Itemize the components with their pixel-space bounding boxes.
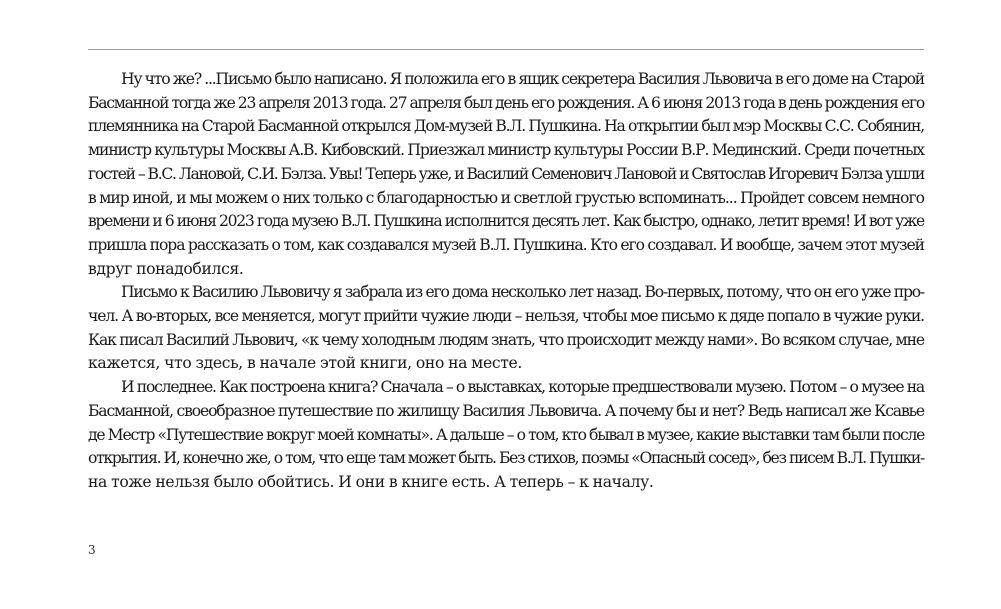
text-line: в мир иной, и мы можем о них только с благодарностью и светлой грустью вспоминать... Пройдет совсем немного	[88, 188, 924, 207]
paragraph-1	[88, 68, 924, 281]
text-line: И последнее. Как построена книга? Сначала – о выставках, которые предшествовали музею. Потом – о музее на	[121, 378, 924, 397]
text-line: времени и 6 июня 2023 года музею В.Л. Пушкина исполнится десять лет. Как быстро, однако, летит время! И вот уже	[88, 212, 924, 231]
text-line: Басманной тогда же 23 апреля 2013 года. 27 апреля был день его рождения. А 6 июня 2013 года в день рождения его	[88, 93, 924, 112]
text-line: гостей – В.С. Лановой, С.И. Бэлза. Увы! Теперь уже, и Василий Семенович Лановой и Святослав Игоревич Бэлза ушли	[88, 164, 924, 183]
text-line: чел. А во-вторых, все меняется, могут прийти чужие люди – нельзя, чтобы мое письмо к дяде попало в чужие руки.	[88, 307, 924, 326]
text-line: открытия. И, конечно же, о том, что еще там может быть. Без стихов, поэмы «Опасный сосед», без писем В.Л. Пушки-	[88, 449, 924, 468]
text-line: Как писал Василий Львович, «к чему холодным людям знать, что происходит между нами». Во всяком случае, мне	[88, 330, 924, 349]
paragraph-3	[88, 376, 924, 495]
body-text	[88, 68, 924, 495]
text-line: Басманной, своеобразное путешествие по жилищу Василия Львовича. А почему бы и нет? Ведь написал же Ксавье	[88, 401, 924, 420]
text-line: Ну что же? ...Письмо было написано. Я положила его в ящик секретера Василия Львовича в его доме на Старой	[121, 70, 924, 88]
text-line: племянника на Старой Басманной открылся Дом-музей В.Л. Пушкина. На открытии был мэр Москвы С.С. Собянин,	[88, 117, 924, 136]
text-line: Письмо к Василию Львовичу я забрала из его дома несколько лет назад. Во-первых, потому, что он его уже про-	[121, 283, 924, 302]
text-line: на тоже нельзя было обойтись. И они в книге есть. А теперь – к началу.	[88, 472, 654, 491]
text-line: кажется, что здесь, в начале этой книги, оно на месте.	[88, 354, 522, 373]
page-number: 3	[88, 543, 96, 557]
paragraph-2	[88, 281, 924, 376]
text-line: де Местр «Путешествие вокруг моей комнаты». А дальше – о том, кто бывал в музее, какие выставки там были после	[88, 425, 925, 444]
text-line: вдруг понадобился.	[88, 259, 244, 278]
header-rule	[88, 49, 924, 50]
text-line: министр культуры Москвы А.В. Кибовский. Приезжал министр культуры России В.Р. Мединский. Среди почетных	[88, 141, 924, 160]
text-line: пришла пора рассказать о том, как создавался музей В.Л. Пушкина. Кто его создавал. И вообще, зачем этот музей	[88, 235, 924, 254]
